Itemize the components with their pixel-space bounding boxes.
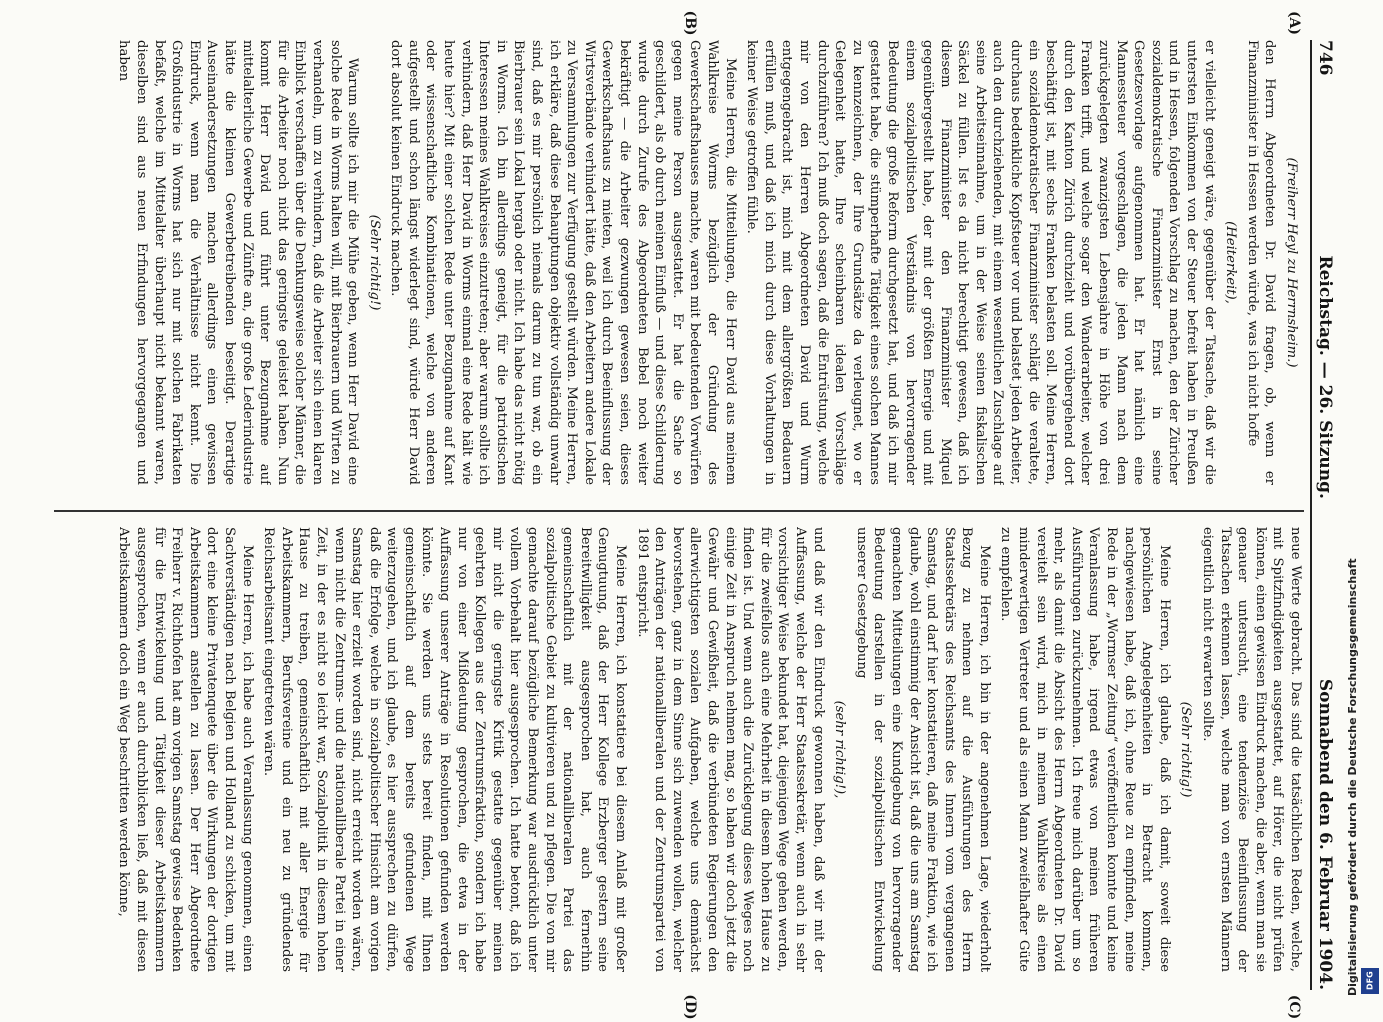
- header-title: Reichstag. — 26. Sitzung.: [1315, 255, 1335, 499]
- paragraph: Meine Herren, die Mitteilungen, die Herr David aus meinem Wahlkreise Worms bezüglich der Gründung des Gewerkschaftshauses machte, waren mit bedeutenden Vorwürfen gegen meine Person ausgestattet. Er hat die Sache so geschildert, als ob durch meinen Einfluß — und diese Schilderung wurde durch Zurufe des Abgeordneten Bebel noch weiter bekräftigt — die Arbeiter gezwungen gewesen seien, dieses Gewerkschaftshaus zu mieten, weil ich durch Beeinflussung der Wirtsverbände verhindert hätte, daß den Arbeitern andere Lokale zu Versammlungen zur Verfügung gestellt würden. Meine Herren, ich erkläre, daß diese Behauptungen objektiv vollständig unwahr sind, daß es mir persönlich niemals darum zu tun war, ob ein Bierbrauer sein Lokal hergab oder nicht. Ich habe das nicht nötig in Worms. Ich bin allerdings geneigt, für die patriotischen Interessen meines Wahlkreises einzutreten; aber warum sollte ich verhindern, daß Herr David in Worms einmal eine Rede hält wie heute hier? Mit einer solchen Rede unter Bezugnahme auf Kant oder wissenschaftliche Kombinationen, welche von anderen aufgestellt und schon längst widerlegt sind, würde Herr David dort absolut keinen Eindruck machen.: [388, 40, 738, 485]
- page-number: 746: [1315, 40, 1335, 76]
- margin-marker-a: (A): [1286, 10, 1302, 36]
- left-column: [54, 40, 1304, 485]
- credit-text: Digitalisierung gefördert durch die Deutsche Forschungsgemeinschaft: [1346, 558, 1359, 996]
- page-header: [1310, 40, 1338, 990]
- interjection: (sehr richtig!),: [832, 700, 848, 799]
- page-content: [38, 10, 1338, 1020]
- paragraph: und daß wir den Eindruck gewonnen haben, daß wir mit der Auffassung, welche der Herr Staatssekretär, wenn auch in sehr vorsichtiger Weise bekundet hat, diejenigen Wege gehen werden, für die zweifellos auch eine Mehrheit in diesem hohen Hause zu finden ist. Und wenn auch die Zurücklegung dieses Weges noch einige Zeit in Anspruch nehmen mag, so haben wir doch jetzt die Gewähr und Gewißheit, daß die verbündeten Regierungen den allerwichtigsten sozialen Aufgaben, welche uns demnächst bevorstehen, ganz in dem Sinne sich zuwenden wollen, welcher den Anträgen der nationalliberalen und der Zentrumspartei von 1891 entspricht.: [634, 527, 826, 972]
- margin-marker-d: (D): [682, 994, 698, 1020]
- dfg-logo: DFG: [1361, 968, 1379, 994]
- digitization-credit: [1338, 0, 1383, 1000]
- paragraph: Meine Herren, ich bin in der angenehmen Lage, wiederholt Bezug zu nehmen auf die Ausführungen des Herrn Staatssekretärs des Reichsamts des Innern vom vergangenen Samstag, und darf hier konstatieren, daß meine Fraktion, wie ich glaube, wohl einstimmig der Ansicht ist, daß die uns am Samstag gemachten Mitteilungen eine Kundgebung von hervorragender Bedeutung darstellen in der sozialpolitischen Entwickelung unserer Gesetzgebung: [853, 527, 992, 972]
- speaker-line: (Freiherr Heyl zu Herrnsheim.): [1284, 157, 1299, 368]
- interjection: (Heiterkeit),: [1223, 221, 1239, 304]
- paragraph: er vielleicht geneigt wäre, gegenüber der Tatsache, daß wir die untersten Einkommen von der Steuer befreit haben in Preußen und in Hessen, folgenden Vorschlag zu machen, den der Züricher sozialdemokratische Finanzminister Ernst in seine Gesetzesvorlage aufgenommen hat. Er hat nämlich eine Mannessteuer vorgeschlagen, die jeden Mann nach dem zurückgelegten zwanzigsten Lebensjahre in Höhe von drei Franken trifft, und welche sogar den Wanderarbeiter, welcher durch den Kanton Zürich durchzieht und vorübergehend dort beschäftigt ist, mit sechs Franken belasten soll. Meine Herren, ein sozialdemokratischer Finanzminister schlägt die veraltete, durchaus bedenkliche Kopfsteuer vor und belastet jeden Arbeiter, auch den durchziehenden, mit einem wesentlichen Zuschlage auf seine Arbeitseinnahme, um in der Weise seinen fiskalischen Säckel zu füllen. Ist es da nicht berechtigt gewesen, daß ich diesem Finanzminister den Finanzminister Miquel gegenübergestellt habe, der mit der größten Energie und mit einem sozialpolitischen Verständnis von hervorragender Bedeutung die große Reform durchgesetzt hat, und daß ich mir gestattet habe, die stümperhafte Tätigkeit eines solchen Mannes zu kennzeichnen, der Ihre Grundsätze da verleugnet, wo er Gelegenheit hatte, Ihre scheinbaren idealen Vorschläge durchzuführen? Ich muß doch sagen, daß die Entrüstung, welche mir von den Herren Abgeordneten David und Wurm entgegengebracht ist, mich mit dem allergrößten Bedauern erfüllen muß, und daß ich mich durch diese Vorhaltungen in keiner Weise getroffen fühle.: [744, 40, 1217, 485]
- interjection: (Sehr richtig!): [366, 214, 382, 311]
- header-date: Sonnabend den 6. Februar 1904.: [1315, 678, 1335, 990]
- paragraph: Meine Herren, ich habe auch Veranlassung genommen, einen Sachverständigen nach Belgien und Holland zu schicken, um mit dort eine kleine Privatenquete über die Wirkungen der dortigen Arbeitskammern anstellen zu lassen. Der Herr Abgeordnete Freiherr v. Richthofen hat am vorigen Samstag gewisse Bedenken für die Entwickelung und Tätigkeit dieser Arbeitskammern ausgesprochen, wenn er auch durchblicken ließ, daß mit diesen Arbeitskammern doch ein Weg beschritten werden könne,: [116, 527, 255, 972]
- margin-marker-c: (C): [1286, 994, 1302, 1020]
- right-column: [54, 527, 1304, 972]
- paragraph: neue Werte gebracht. Das sind die tatsächlichen Reden, welche, mit Spitzfindigkeiten ausgestattet, auf Hörer, die nicht prüfen können, einen gewissen Eindruck machen, die aber, wenn man sie genauer untersucht, eine tendenziöse Beeinflussung der Tatsachen erkennen lassen, welche man von ernsten Männern eigentlich nicht erwarten sollte.: [1200, 527, 1303, 972]
- paragraph: den Herrn Abgeordneten Dr. David fragen, ob, wenn er Finanzminister in Hessen werden würde, was ich nicht hoffe: [1244, 40, 1278, 485]
- paragraph: Meine Herren, ich glaube, daß ich damit, soweit diese persönlichen Angelegenheiten in Betracht kommen, nachgewiesen habe, daß ich, ohne Reue zu empfinden, meine Rede in der „Wormser Zeitung“ veröffentlichen konnte und keine Veranlassung habe, irgend etwas von meinen früheren Ausführungen zurückzunehmen. Ich freue mich darüber um so mehr, als damit die Absicht des Herrn Abgeordneten Dr. David vereitelt sein wird, mich in meinem Wahlkreise als einen minderwertigen Vertreter und als einen Mann zweifelhafter Güte zu empfehlen.: [998, 527, 1172, 972]
- margin-marker-b: (B): [682, 10, 698, 36]
- paragraph: Meine Herren, ich konstatiere bei diesem Anlaß mit großer Genugtuung, daß der Herr Kollege Erzberger gestern seine Bereitwilligkeit ausgesprochen hat, auch fernerhin gemeinschaftlich mit der nationalliberalen Partei das sozialpolitische Gebiet zu kultivieren und zu pflegen. Die von mir gemachte darauf bezügliche Bemerkung war ausdrücklich unter vollem Vorbehalt hier ausgesprochen. Ich hatte betont, daß ich mir nicht die geringste Kritik gestatte gegenüber meinen geehrten Kollegen aus der Zentrumsfraktion, sondern ich habe nur von einer Mißdeutung gesprochen, die etwa in der Auffassung unserer Anträge in Resolutionen gefunden werden könnte. Sie werden uns stets bereit finden, mit Ihnen gemeinschaftlich auf dem bereits gefundenen Wege weiterzugehen, und ich glaube, es hier aussprechen zu dürfen, daß die Erfolge, welche in sozialpolitischer Hinsicht am vorigen Samstag hier erzielt worden sind, nicht erreicht worden wären, wenn nicht die Zentrums- und die nationalliberale Partei in einer Zeit, in der es nicht so leicht war, Sozialpolitik in diesem hohen Hause zu treiben, gemeinschaftlich mit aller Energie für Arbeitskammern, Berufsvereine und ein neu zu gründendes Reichsarbeitsamt eingetreten wären.: [261, 527, 629, 972]
- rotated-page-frame: [38, 10, 1338, 1020]
- interjection: (Sehr richtig!): [1178, 701, 1194, 798]
- paragraph: Warum sollte ich mir die Mühe geben, wenn Herr David eine solche Rede in Worms halten will, mit Bierbrauern und Wirten zu verhandeln, um zu verhindern, daß die Arbeiter sich einen klaren Einblick verschaffen über die Denkungsweise solcher Männer, die für die Arbeiter noch nicht das geringste geleistet haben. Nun kommt Herr David und führt unter Bezugnahme auf mittelalterliche Gewerbe und Zünfte an, die große Lederindustrie hätte die kleinen Gewerbetreibenden beseitigt. Derartige Auseinandersetzungen machen allerdings einen gewissen Eindruck, wenn man die Verhältnisse nicht kennt. Die Großindustrie in Worms hat sich nur mit solchen Fabrikaten befaßt, welche im Mittelalter überhaupt nicht bekannt waren, dieselben sind aus neuen Erfindungen hervorgegangen und haben: [116, 40, 361, 485]
- column-divider: [54, 510, 1304, 512]
